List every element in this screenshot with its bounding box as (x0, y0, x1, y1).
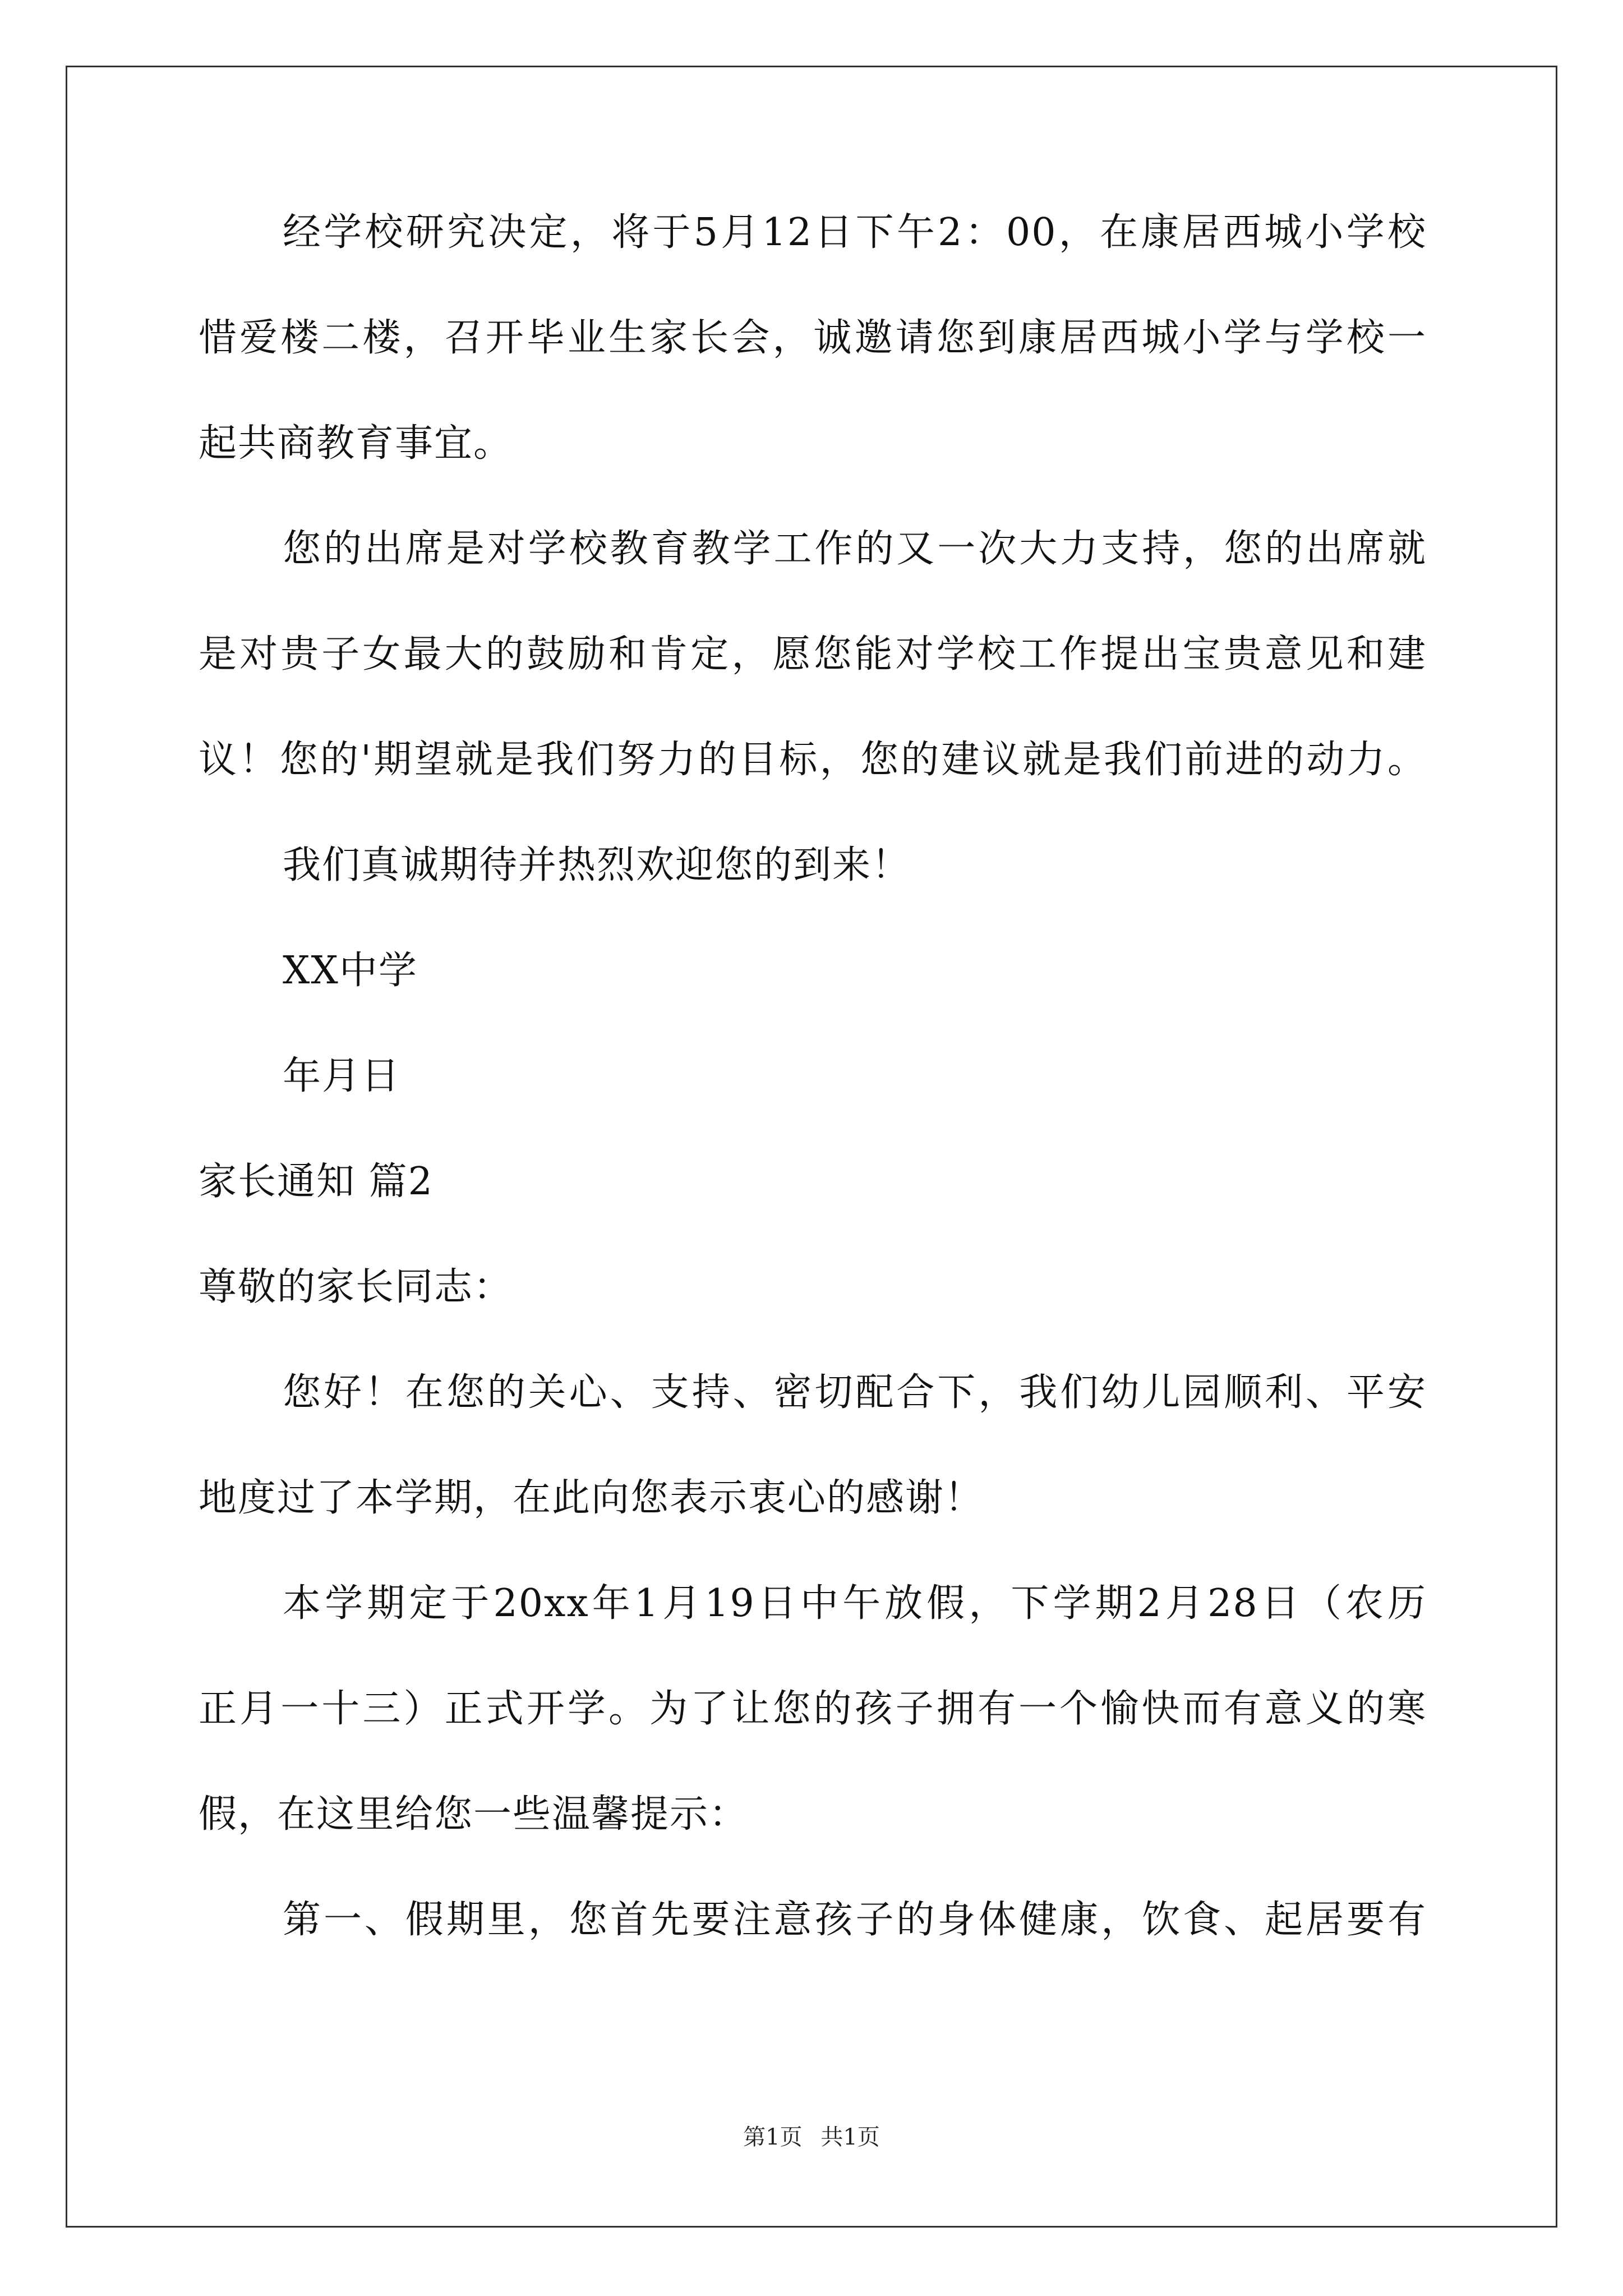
section-heading: 家长通知 篇2 (199, 1159, 434, 1204)
paragraph-line: 起共商教育事宜。 (199, 421, 513, 466)
school-signature: XX中学 (283, 949, 418, 993)
paragraph-line: 是对贵子女最大的鼓励和肯定，愿您能对学校工作提出宝贵意见和建 (199, 632, 1427, 677)
salutation: 尊敬的家长同志： (199, 1265, 513, 1309)
paragraph-line: 本学期定于20xx年1月19日中午放假，下学期2月28日（农历 (283, 1581, 1427, 1626)
paragraph-line: 假，在这里给您一些温馨提示： (199, 1792, 749, 1837)
paragraph-line: 我们真诚期待并热烈欢迎您的到来！ (283, 843, 911, 887)
page-total: 共1页 (820, 2124, 880, 2150)
paragraph-line: 您的出席是对学校教育教学工作的又一次大力支持，您的出席就 (283, 527, 1427, 571)
paragraph-line: 经学校研究决定，将于5月12日下午2：00，在康居西城小学校 (283, 210, 1427, 255)
paragraph-line: 您好！在您的关心、支持、密切配合下，我们幼儿园顺利、平安 (283, 1370, 1427, 1415)
paragraph-line: 惜爱楼二楼，召开毕业生家长会，诚邀请您到康居西城小学与学校一 (199, 316, 1427, 360)
paragraph-line: 地度过了本学期，在此向您表示衷心的感谢！ (199, 1476, 984, 1520)
paragraph-line: 正月一十三）正式开学。为了让您的孩子拥有一个愉快而有意义的寒 (199, 1687, 1427, 1731)
date-line: 年月日 (283, 1054, 401, 1098)
page-number: 第1页 (743, 2124, 803, 2150)
page-footer (0, 2123, 1623, 2151)
paragraph-line: 第一、假期里，您首先要注意孩子的身体健康，饮食、起居要有 (283, 1898, 1427, 1942)
paragraph-line: 议！您的'期望就是我们努力的目标，您的建议就是我们前进的动力。 (199, 738, 1427, 782)
